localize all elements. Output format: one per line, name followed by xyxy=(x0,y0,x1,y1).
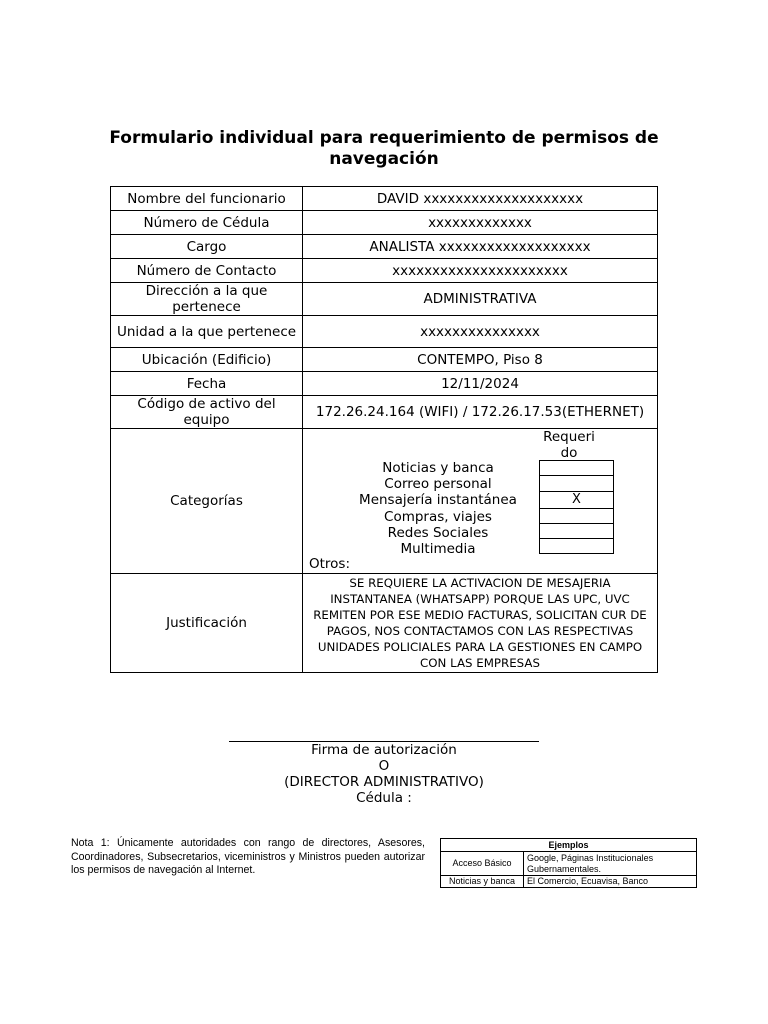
category-checkbox-table xyxy=(539,460,614,554)
table-row xyxy=(441,852,697,876)
table-row xyxy=(441,839,697,852)
example-key: Acceso Básico xyxy=(441,852,524,876)
field-label: Fecha xyxy=(111,372,303,396)
field-value: xxxxxxxxxxxxx xyxy=(303,211,658,235)
table-row xyxy=(111,316,658,348)
examples-table xyxy=(440,838,697,888)
justification-row xyxy=(111,574,658,673)
other-label: Otros: xyxy=(309,556,351,572)
field-value: CONTEMPO, Piso 8 xyxy=(303,348,658,372)
table-row xyxy=(111,283,658,316)
required-header: Requeri do xyxy=(543,429,595,461)
field-value: ADMINISTRATIVA xyxy=(303,283,658,316)
category-name: Compras, viajes xyxy=(384,508,492,525)
examples-header: Ejemplos xyxy=(441,839,697,852)
category-checkbox[interactable] xyxy=(540,539,614,554)
signature-caption: Firma de autorización xyxy=(311,742,457,758)
table-row xyxy=(111,211,658,235)
category-name: Redes Sociales xyxy=(387,524,489,541)
category-checkbox[interactable] xyxy=(540,461,614,476)
field-label: Código de activo del equipo xyxy=(111,396,303,429)
categories-cell xyxy=(303,429,658,574)
category-list xyxy=(343,460,533,557)
signature-id: Cédula : xyxy=(356,790,412,806)
form-table xyxy=(110,186,658,673)
category-checkbox[interactable]: X xyxy=(540,491,614,508)
field-label: Unidad a la que pertenece xyxy=(111,316,303,348)
category-name: Noticias y banca xyxy=(382,460,494,476)
signature-block xyxy=(229,742,539,806)
field-value: 172.26.24.164 (WIFI) / 172.26.17.53(ETHERNET) xyxy=(303,396,658,429)
signature-or: O xyxy=(378,758,390,774)
category-checkbox[interactable] xyxy=(540,508,614,523)
field-label: Número de Cédula xyxy=(111,211,303,235)
example-value: Google, Páginas Institucionales Gubernamentales. xyxy=(524,852,697,876)
category-name: Mensajería instantánea xyxy=(359,492,517,509)
table-row xyxy=(111,348,658,372)
table-row xyxy=(111,235,658,259)
table-row xyxy=(111,396,658,429)
example-key: Noticias y banca xyxy=(441,876,524,888)
justification-label: Justificación xyxy=(111,574,303,673)
field-label: Dirección a la que pertenece xyxy=(111,283,303,316)
field-value: DAVID xxxxxxxxxxxxxxxxxxxx xyxy=(303,187,658,211)
signature-role: (DIRECTOR ADMINISTRATIVO) xyxy=(284,774,484,790)
field-value: ANALISTA xxxxxxxxxxxxxxxxxxx xyxy=(303,235,658,259)
footnote: Nota 1: Únicamente autoridades con rango de directores, Asesores, Coordinadores, Subsecretarios, viceministros y Ministros pueden autorizar los permisos de navegación al Internet. xyxy=(71,837,425,877)
category-checkbox[interactable] xyxy=(540,476,614,491)
field-label: Ubicación (Edificio) xyxy=(111,348,303,372)
field-value: xxxxxxxxxxxxxxx xyxy=(303,316,658,348)
categories-box xyxy=(303,429,657,573)
category-name: Correo personal xyxy=(384,476,492,493)
example-value: El Comercio, Ecuavisa, Banco xyxy=(524,876,697,888)
field-label: Cargo xyxy=(111,235,303,259)
justification-text: SE REQUIERE LA ACTIVACION DE MESAJERIA INSTANTANEA (WHATSAPP) PORQUE LAS UPC, UVC REMITEN POR ESE MEDIO FACTURAS, SOLICITAN CUR DE PAGOS, NOS CONTACTAMOS CON LAS RESPECTIVAS UNIDADES POLICIALES PARA LA GESTIONES EN CAMPO CON LAS EMPRESAS xyxy=(303,574,658,673)
table-row xyxy=(111,187,658,211)
category-checkbox[interactable] xyxy=(540,523,614,538)
field-label: Número de Contacto xyxy=(111,259,303,283)
categories-row xyxy=(111,429,658,574)
category-name: Multimedia xyxy=(400,541,476,558)
field-label: Nombre del funcionario xyxy=(111,187,303,211)
categories-label: Categorías xyxy=(111,429,303,574)
table-row xyxy=(111,372,658,396)
table-row xyxy=(441,876,697,888)
field-value: 12/11/2024 xyxy=(303,372,658,396)
field-value: xxxxxxxxxxxxxxxxxxxxxx xyxy=(303,259,658,283)
table-row xyxy=(111,259,658,283)
form-title: Formulario individual para requerimiento de permisos de navegación xyxy=(109,128,659,169)
